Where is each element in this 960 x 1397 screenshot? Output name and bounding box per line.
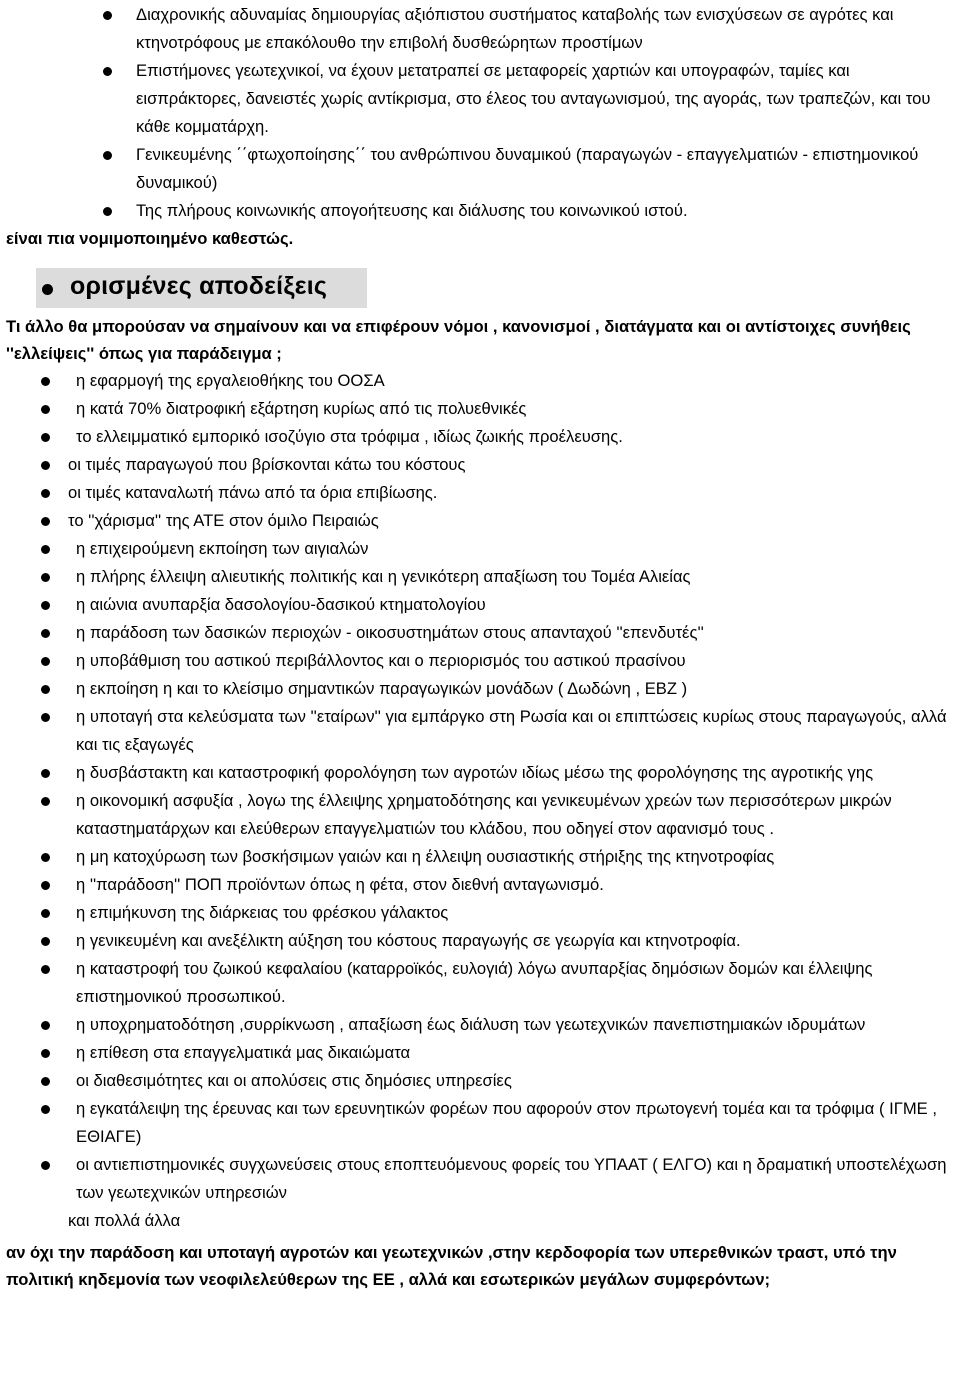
list-item: η παράδοση των δασικών περιοχών - οικοσυστημάτων στους απανταχού ''επενδυτές'' [0, 619, 960, 647]
list-item: η ''παράδοση'' ΠΟΠ προϊόντων όπως η φέτα, στον διεθνή ανταγωνισμό. [0, 871, 960, 899]
evidence-bullet-list [0, 367, 960, 1207]
list-item: Διαχρονικής αδυναμίας δημιουργίας αξιόπιστου συστήματος καταβολής των ενισχύσεων σε αγρότες και κτηνοτρόφους με επακόλουθο την επιβολή δυσθεώρητων προστίμων [0, 1, 960, 57]
list-item: η μη κατοχύρωση των βοσκήσιμων γαιών και η έλλειψη ουσιαστικής στήριξης της κτηνοτροφίας [0, 843, 960, 871]
list-item: η υποχρηματοδότηση ,συρρίκνωση , απαξίωση έως διάλυση των γεωτεχνικών πανεπιστημιακών ιδρυμάτων [0, 1011, 960, 1039]
top-bullet-list [0, 1, 960, 225]
list-item: το ''χάρισμα'' της ΑΤΕ στον όμιλο Πειραιώς [0, 507, 960, 535]
list-item: Της πλήρους κοινωνικής απογοήτευσης και διάλυσης του κοινωνικού ιστού. [0, 197, 960, 225]
list-item: η επιμήκυνση της διάρκειας του φρέσκου γάλακτος [0, 899, 960, 927]
list-item: οι αντιεπιστημονικές συγχωνεύσεις στους εποπτευόμενους φορείς του ΥΠΑΑΤ ( ΕΛΓΟ) και η δραματική υποστελέχωση των γεωτεχνικών υπηρεσιών [0, 1151, 960, 1207]
list-item: η οικονομική ασφυξία , λογω της έλλειψης χρηματοδότησης και γενικευμένων χρεών των περισσότερων μικρών καταστηματάρχων και ελεύθερων επαγγελματιών του κλάδου, που οδηγεί στον αφανισμό τους . [0, 787, 960, 843]
list-item: η εφαρμογή της εργαλειοθήκης του ΟΟΣΑ [0, 367, 960, 395]
list-item: η εγκατάλειψη της έρευνας και των ερευνητικών φορέων που αφορούν στον πρωτογενή τομέα και τα τρόφιμα ( ΙΓΜΕ , ΕΘΙΑΓΕ) [0, 1095, 960, 1151]
list-item: οι διαθεσιμότητες και οι απολύσεις στις δημόσιες υπηρεσίες [0, 1067, 960, 1095]
section-heading-text: ορισμένες αποδείξεις [70, 272, 328, 300]
list-item: η υποβάθμιση του αστικού περιβάλλοντος και ο περιορισμός του αστικού πρασίνου [0, 647, 960, 675]
list-item: η δυσβάστακτη και καταστροφική φορολόγηση των αγροτών ιδίως μέσω της φορολόγησης της αγροτικής γης [0, 759, 960, 787]
list-item: η κατά 70% διατροφική εξάρτηση κυρίως από τις πολυεθνικές [0, 395, 960, 423]
list-item: η υποταγή στα κελεύσματα των ''εταίρων'' για εμπάργκο στη Ρωσία και οι επιπτώσεις κυρίως στους παραγωγούς, αλλά και τις εξαγωγές [0, 703, 960, 759]
list-item: η επίθεση στα επαγγελματικά μας δικαιώματα [0, 1039, 960, 1067]
list-item: Επιστήμονες γεωτεχνικοί, να έχουν μετατραπεί σε μεταφορείς χαρτιών και υπογραφών, ταμίες και εισπράκτορες, δανειστές χωρίς αντίκρισμα, στο έλεος του ανταγωνισμού, της αγοράς, των τραπεζών, και του κάθε κομματάρχη. [0, 57, 960, 141]
list-item: το ελλειμματικό εμπορικό ισοζύγιο στα τρόφιμα , ιδίως ζωικής προέλευσης. [0, 423, 960, 451]
list-item: η εκποίηση η και το κλείσιμο σημαντικών παραγωγικών μονάδων ( Δωδώνη , ΕΒΖ ) [0, 675, 960, 703]
status-statement: είναι πια νομιμοποιημένο καθεστώς. [6, 229, 294, 248]
list-item: η καταστροφή του ζωικού κεφαλαίου (καταρροϊκός, ευλογιά) λόγω ανυπαρξίας δημόσιων δομών και έλλειψης επιστημονικού προσωπικού. [0, 955, 960, 1011]
list-item: Γενικευμένης ΄΄φτωχοποίησης΄΄ του ανθρώπινου δυναμικού (παραγωγών - επαγγελματιών - επιστημονικού δυναμικού) [0, 141, 960, 197]
section-intro: Τι άλλο θα μπορούσαν να σημαίνουν και να επιφέρουν νόμοι , κανονισμοί , διατάγματα και οι αντίστοιχες συνήθεις ''ελλείψεις'' όπως για παράδειγμα ; [6, 317, 911, 363]
list-item: η πλήρης έλλειψη αλιευτικής πολιτικής και η γενικότερη απαξίωση του Τομέα Αλιείας [0, 563, 960, 591]
bullet-dot-icon [42, 284, 53, 295]
list-item: η αιώνια ανυπαρξία δασολογίου-δασικού κτηματολογίου [0, 591, 960, 619]
list-item: οι τιμές παραγωγού που βρίσκονται κάτω του κόστους [0, 451, 960, 479]
closing-question: αν όχι την παράδοση και υποταγή αγροτών και γεωτεχνικών ,στην κερδοφορία των υπερεθνικών τραστ, υπό την πολιτική κηδεμονία των νεοφιλελεύθερων της ΕΕ , αλλά και εσωτερικών μεγάλων συμφερόντων; [6, 1243, 897, 1289]
list-item: η επιχειρούμενη εκποίηση των αιγιαλών [0, 535, 960, 563]
list-item: η γενικευμένη και ανεξέλικτη αύξηση του κόστους παραγωγής σε γεωργία και κτηνοτροφία. [0, 927, 960, 955]
list-trailer: και πολλά άλλα [68, 1211, 181, 1230]
list-item: οι τιμές καταναλωτή πάνω από τα όρια επιβίωσης. [0, 479, 960, 507]
section-heading [36, 268, 367, 308]
